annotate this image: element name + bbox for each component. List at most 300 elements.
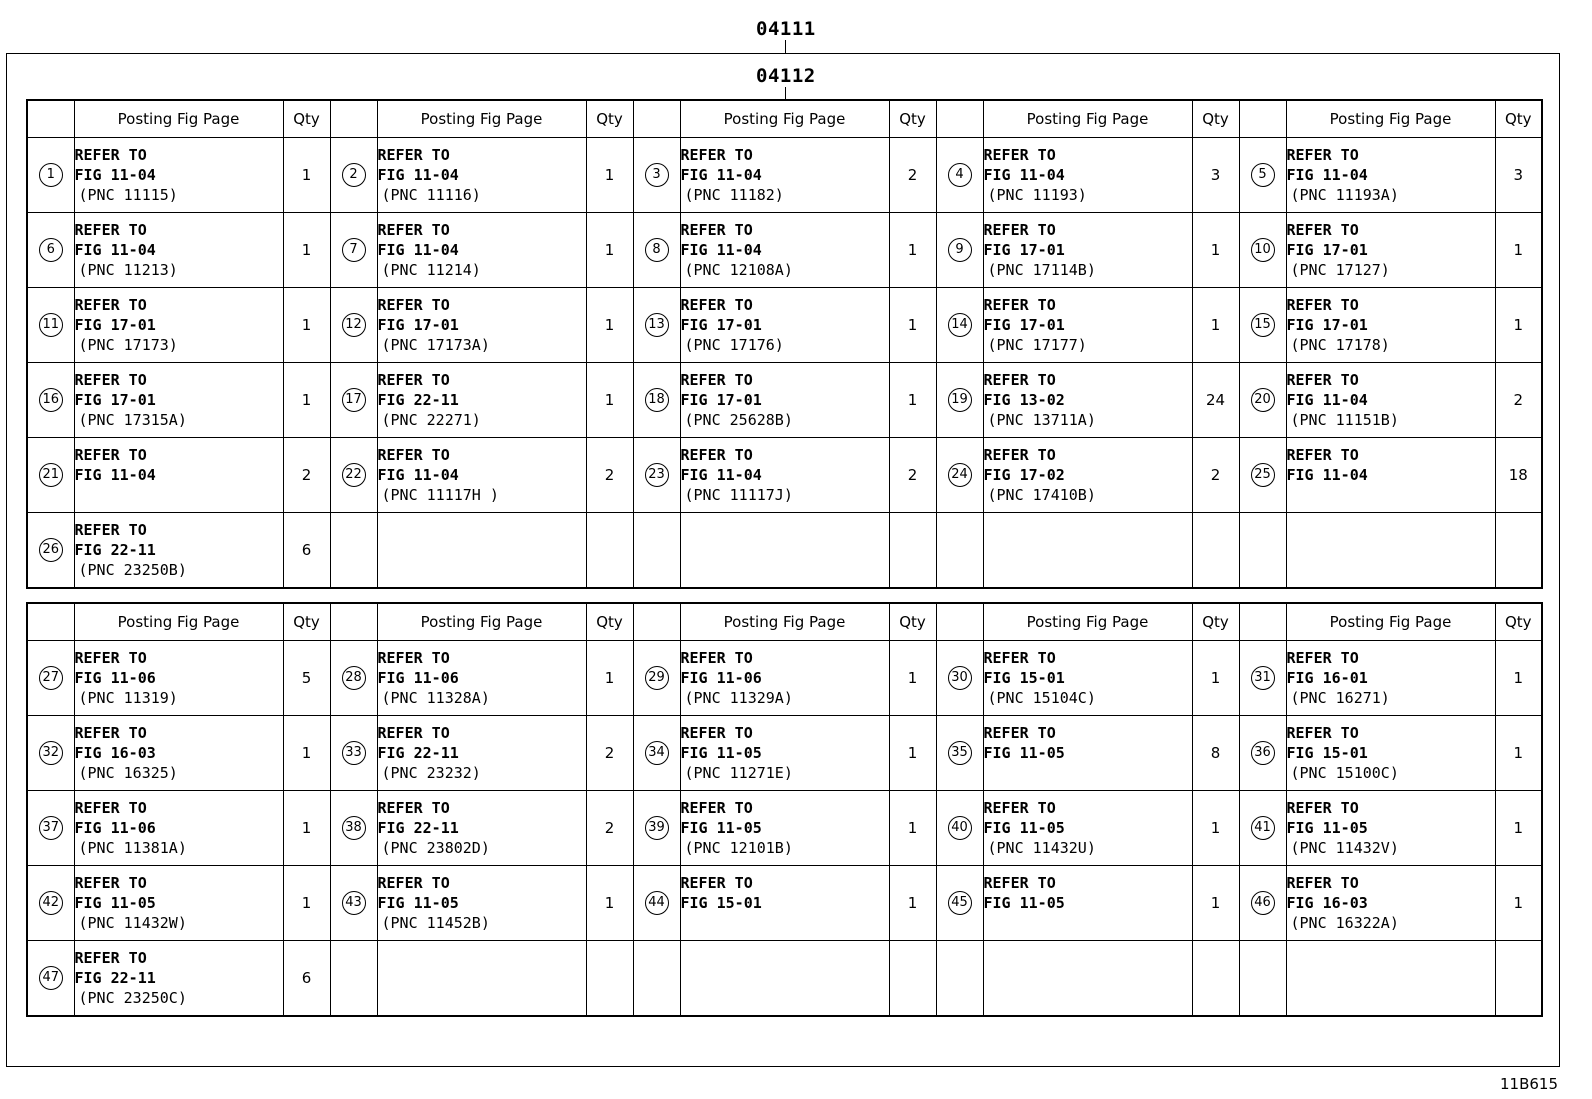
table-row	[27, 791, 1542, 866]
reference-cell	[1286, 363, 1495, 438]
item-number-badge: 3	[645, 163, 669, 187]
header-desc: Posting Fig Page	[983, 100, 1192, 138]
qty-cell: 18	[1495, 438, 1542, 513]
item-number-cell	[27, 866, 74, 941]
reference-cell	[377, 438, 586, 513]
table-row	[27, 138, 1542, 213]
refer-text: REFER TO	[1286, 799, 1359, 817]
fig-page: FIG 17-02	[983, 466, 1065, 484]
header-num-cell	[1239, 603, 1286, 641]
header-qty: Qty	[283, 100, 330, 138]
reference-cell	[983, 513, 1192, 589]
qty-cell	[1192, 513, 1239, 589]
item-number-cell	[330, 513, 377, 589]
item-number-cell	[936, 513, 983, 589]
reference-cell	[983, 363, 1192, 438]
pnc-code: (PNC 15104C)	[987, 689, 1096, 707]
pnc-code: (PNC 23802D)	[381, 839, 490, 857]
refer-text: REFER TO	[983, 371, 1056, 389]
header-qty: Qty	[1192, 603, 1239, 641]
qty-cell: 1	[889, 716, 936, 791]
item-number-cell	[936, 288, 983, 363]
pnc-code: (PNC 11116)	[381, 186, 481, 204]
fig-page: FIG 17-01	[74, 316, 156, 334]
item-number-badge: 5	[1251, 163, 1275, 187]
item-number-badge: 2	[342, 163, 366, 187]
fig-page: FIG 11-04	[680, 241, 762, 259]
qty-cell: 1	[889, 288, 936, 363]
refer-text: REFER TO	[377, 649, 450, 667]
qty-cell: 2	[586, 791, 633, 866]
table-row	[27, 288, 1542, 363]
qty-cell: 1	[889, 363, 936, 438]
pnc-code: (PNC 11115)	[78, 186, 178, 204]
item-number-badge: 12	[342, 313, 366, 337]
refer-text: REFER TO	[983, 296, 1056, 314]
header-qty: Qty	[1192, 100, 1239, 138]
refer-text: REFER TO	[74, 221, 147, 239]
item-number-badge: 16	[39, 388, 63, 412]
reference-cell	[983, 138, 1192, 213]
refer-text: REFER TO	[983, 146, 1056, 164]
refer-text	[681, 948, 889, 968]
refer-text	[984, 948, 1192, 968]
header-num-cell	[936, 603, 983, 641]
item-number-badge: 22	[342, 463, 366, 487]
pnc-code: (PNC 11329A)	[684, 689, 793, 707]
item-number-cell	[633, 213, 680, 288]
item-number-badge: 39	[645, 816, 669, 840]
qty-cell: 8	[1192, 716, 1239, 791]
fig-page: FIG 22-11	[377, 819, 459, 837]
header-qty: Qty	[283, 603, 330, 641]
header-desc: Posting Fig Page	[74, 603, 283, 641]
item-number-cell	[27, 138, 74, 213]
inner-assembly-label: 04112	[756, 65, 816, 87]
fig-page: FIG 11-05	[1286, 819, 1368, 837]
fig-page	[378, 540, 586, 560]
qty-cell: 2	[283, 438, 330, 513]
fig-page	[984, 968, 1192, 988]
reference-cell	[680, 866, 889, 941]
fig-page: FIG 11-06	[74, 819, 156, 837]
refer-text: REFER TO	[74, 949, 147, 967]
pnc-code: (PNC 11452B)	[381, 914, 490, 932]
item-number-badge: 29	[645, 666, 669, 690]
refer-text: REFER TO	[983, 649, 1056, 667]
header-qty: Qty	[1495, 603, 1542, 641]
item-number-cell	[330, 941, 377, 1017]
pnc-code: (PNC 11213)	[78, 261, 178, 279]
fig-page: FIG 17-01	[983, 316, 1065, 334]
refer-text: REFER TO	[74, 649, 147, 667]
pnc-code: (PNC 12101B)	[684, 839, 793, 857]
fig-page: FIG 22-11	[74, 969, 156, 987]
qty-cell: 1	[1192, 641, 1239, 716]
fig-page: FIG 17-01	[1286, 241, 1368, 259]
parts-table-2	[26, 602, 1543, 1017]
refer-text: REFER TO	[680, 221, 753, 239]
reference-cell	[74, 641, 283, 716]
qty-cell	[1192, 941, 1239, 1017]
parts-table-1	[26, 99, 1543, 589]
pnc-code	[984, 763, 1192, 783]
refer-text: REFER TO	[74, 446, 147, 464]
item-number-cell	[633, 363, 680, 438]
pnc-code: (PNC 11271E)	[684, 764, 793, 782]
pnc-code: (PNC 11117J)	[684, 486, 793, 504]
item-number-cell	[936, 791, 983, 866]
reference-cell	[1286, 513, 1495, 589]
qty-cell: 1	[1495, 288, 1542, 363]
fig-page	[1287, 540, 1495, 560]
item-number-cell	[936, 138, 983, 213]
qty-cell: 1	[1495, 866, 1542, 941]
item-number-badge: 21	[39, 463, 63, 487]
item-number-badge: 31	[1251, 666, 1275, 690]
item-number-badge: 17	[342, 388, 366, 412]
item-number-cell	[633, 866, 680, 941]
reference-cell	[680, 213, 889, 288]
refer-text: REFER TO	[1286, 446, 1359, 464]
fig-page: FIG 11-04	[377, 166, 459, 184]
refer-text: REFER TO	[74, 799, 147, 817]
pnc-code: (PNC 11432W)	[78, 914, 187, 932]
qty-cell: 1	[283, 213, 330, 288]
item-number-badge: 36	[1251, 741, 1275, 765]
reference-cell	[377, 641, 586, 716]
reference-cell	[377, 791, 586, 866]
item-number-cell	[936, 866, 983, 941]
pnc-code: (PNC 22271)	[381, 411, 481, 429]
reference-cell	[680, 288, 889, 363]
header-row	[27, 603, 1542, 641]
qty-cell: 2	[889, 438, 936, 513]
pnc-code: (PNC 17177)	[987, 336, 1087, 354]
item-number-badge: 41	[1251, 816, 1275, 840]
item-number-badge: 19	[948, 388, 972, 412]
qty-cell: 3	[1192, 138, 1239, 213]
item-number-cell	[633, 513, 680, 589]
fig-page: FIG 16-03	[1286, 894, 1368, 912]
qty-cell: 1	[586, 866, 633, 941]
pnc-code: (PNC 11151B)	[1290, 411, 1399, 429]
reference-cell	[983, 438, 1192, 513]
header-num-cell	[27, 603, 74, 641]
header-num-cell	[633, 603, 680, 641]
pnc-code: (PNC 23250B)	[78, 561, 187, 579]
pnc-code: (PNC 17410B)	[987, 486, 1096, 504]
item-number-cell	[1239, 438, 1286, 513]
fig-page: FIG 17-01	[1286, 316, 1368, 334]
item-number-cell	[27, 641, 74, 716]
fig-page: FIG 11-04	[680, 466, 762, 484]
pnc-code	[1287, 485, 1495, 505]
item-number-cell	[1239, 716, 1286, 791]
fig-page: FIG 17-01	[983, 241, 1065, 259]
refer-text: REFER TO	[1286, 146, 1359, 164]
item-number-cell	[936, 363, 983, 438]
qty-cell	[889, 941, 936, 1017]
fig-page: FIG 11-06	[74, 669, 156, 687]
reference-cell	[377, 866, 586, 941]
qty-cell: 1	[889, 866, 936, 941]
fig-page: FIG 11-05	[74, 894, 156, 912]
qty-cell: 6	[283, 941, 330, 1017]
qty-cell: 2	[1192, 438, 1239, 513]
item-number-cell	[1239, 213, 1286, 288]
fig-page: FIG 17-01	[377, 316, 459, 334]
item-number-cell	[330, 363, 377, 438]
qty-cell	[586, 513, 633, 589]
item-number-badge: 44	[645, 891, 669, 915]
fig-page	[984, 540, 1192, 560]
item-number-cell	[330, 138, 377, 213]
outer-leader-line	[785, 40, 786, 53]
pnc-code: (PNC 12108A)	[684, 261, 793, 279]
refer-text: REFER TO	[680, 649, 753, 667]
item-number-cell	[936, 941, 983, 1017]
qty-cell: 1	[889, 641, 936, 716]
fig-page: FIG 22-11	[377, 744, 459, 762]
item-number-badge: 15	[1251, 313, 1275, 337]
item-number-badge: 28	[342, 666, 366, 690]
qty-cell: 1	[283, 716, 330, 791]
refer-text	[1287, 948, 1495, 968]
refer-text: REFER TO	[377, 724, 450, 742]
fig-page	[1287, 968, 1495, 988]
item-number-cell	[1239, 791, 1286, 866]
fig-page	[681, 540, 889, 560]
fig-page: FIG 17-01	[680, 391, 762, 409]
refer-text: REFER TO	[680, 799, 753, 817]
reference-cell	[377, 941, 586, 1017]
qty-cell: 1	[283, 138, 330, 213]
header-qty: Qty	[586, 100, 633, 138]
reference-cell	[680, 941, 889, 1017]
qty-cell: 1	[1495, 791, 1542, 866]
qty-cell: 1	[283, 363, 330, 438]
item-number-cell	[330, 438, 377, 513]
refer-text: REFER TO	[74, 724, 147, 742]
refer-text: REFER TO	[1286, 874, 1359, 892]
refer-text: REFER TO	[74, 371, 147, 389]
qty-cell: 1	[586, 138, 633, 213]
qty-cell: 1	[1495, 641, 1542, 716]
pnc-code: (PNC 23250C)	[78, 989, 187, 1007]
pnc-code	[75, 485, 283, 505]
pnc-code: (PNC 17176)	[684, 336, 784, 354]
refer-text: REFER TO	[1286, 371, 1359, 389]
pnc-code: (PNC 25628B)	[684, 411, 793, 429]
qty-cell: 1	[586, 288, 633, 363]
refer-text: REFER TO	[680, 296, 753, 314]
refer-text: REFER TO	[377, 799, 450, 817]
item-number-badge: 47	[39, 966, 63, 990]
reference-cell	[74, 288, 283, 363]
header-desc: Posting Fig Page	[680, 100, 889, 138]
reference-cell	[377, 716, 586, 791]
refer-text	[378, 948, 586, 968]
table-row	[27, 716, 1542, 791]
pnc-code: (PNC 15100C)	[1290, 764, 1399, 782]
item-number-cell	[330, 791, 377, 866]
header-desc: Posting Fig Page	[983, 603, 1192, 641]
item-number-cell	[633, 138, 680, 213]
item-number-badge: 18	[645, 388, 669, 412]
refer-text: REFER TO	[74, 521, 147, 539]
pnc-code	[984, 560, 1192, 580]
reference-cell	[983, 213, 1192, 288]
qty-cell: 5	[283, 641, 330, 716]
reference-cell	[983, 716, 1192, 791]
refer-text	[1287, 520, 1495, 540]
item-number-cell	[633, 716, 680, 791]
pnc-code	[1287, 988, 1495, 1008]
qty-cell: 3	[1495, 138, 1542, 213]
pnc-code: (PNC 16322A)	[1290, 914, 1399, 932]
item-number-badge: 26	[39, 538, 63, 562]
item-number-cell	[1239, 363, 1286, 438]
fig-page: FIG 11-04	[680, 166, 762, 184]
qty-cell: 1	[1192, 866, 1239, 941]
qty-cell: 1	[1495, 213, 1542, 288]
refer-text: REFER TO	[983, 724, 1056, 742]
fig-page: FIG 11-04	[74, 241, 156, 259]
reference-cell	[1286, 641, 1495, 716]
item-number-cell	[330, 288, 377, 363]
table-row	[27, 213, 1542, 288]
reference-cell	[377, 288, 586, 363]
reference-cell	[1286, 138, 1495, 213]
item-number-cell	[27, 363, 74, 438]
pnc-code: (PNC 17114B)	[987, 261, 1096, 279]
refer-text: REFER TO	[74, 296, 147, 314]
pnc-code	[378, 560, 586, 580]
pnc-code: (PNC 16325)	[78, 764, 178, 782]
header-desc: Posting Fig Page	[680, 603, 889, 641]
fig-page: FIG 17-01	[74, 391, 156, 409]
pnc-code: (PNC 11193)	[987, 186, 1087, 204]
item-number-cell	[27, 716, 74, 791]
item-number-badge: 46	[1251, 891, 1275, 915]
item-number-cell	[27, 791, 74, 866]
qty-cell: 1	[1192, 288, 1239, 363]
refer-text: REFER TO	[377, 221, 450, 239]
item-number-badge: 30	[948, 666, 972, 690]
reference-cell	[680, 438, 889, 513]
reference-cell	[680, 716, 889, 791]
qty-cell: 1	[283, 791, 330, 866]
reference-cell	[74, 138, 283, 213]
qty-cell: 1	[1192, 791, 1239, 866]
reference-cell	[1286, 866, 1495, 941]
item-number-cell	[27, 941, 74, 1017]
refer-text: REFER TO	[680, 446, 753, 464]
reference-cell	[1286, 941, 1495, 1017]
pnc-code: (PNC 17173A)	[381, 336, 490, 354]
item-number-cell	[633, 941, 680, 1017]
qty-cell: 2	[889, 138, 936, 213]
fig-page: FIG 11-05	[377, 894, 459, 912]
item-number-badge: 27	[39, 666, 63, 690]
item-number-cell	[633, 641, 680, 716]
reference-cell	[983, 791, 1192, 866]
reference-cell	[377, 138, 586, 213]
reference-cell	[983, 866, 1192, 941]
fig-page: FIG 13-02	[983, 391, 1065, 409]
fig-page: FIG 11-04	[74, 166, 156, 184]
item-number-cell	[1239, 513, 1286, 589]
reference-cell	[377, 213, 586, 288]
reference-cell	[680, 363, 889, 438]
item-number-badge: 8	[645, 238, 669, 262]
item-number-badge: 6	[39, 238, 63, 262]
header-desc: Posting Fig Page	[1286, 603, 1495, 641]
reference-cell	[680, 791, 889, 866]
pnc-code: (PNC 11193A)	[1290, 186, 1399, 204]
pnc-code: (PNC 17173)	[78, 336, 178, 354]
reference-cell	[1286, 791, 1495, 866]
qty-cell: 1	[586, 363, 633, 438]
refer-text: REFER TO	[74, 146, 147, 164]
item-number-badge: 14	[948, 313, 972, 337]
item-number-badge: 35	[948, 741, 972, 765]
fig-page: FIG 11-04	[377, 241, 459, 259]
header-qty: Qty	[889, 603, 936, 641]
table-row	[27, 438, 1542, 513]
item-number-badge: 9	[948, 238, 972, 262]
reference-cell	[1286, 288, 1495, 363]
item-number-badge: 23	[645, 463, 669, 487]
qty-cell	[1495, 941, 1542, 1017]
item-number-cell	[27, 513, 74, 589]
refer-text	[681, 520, 889, 540]
refer-text: REFER TO	[377, 146, 450, 164]
item-number-cell	[936, 213, 983, 288]
fig-page: FIG 17-01	[680, 316, 762, 334]
pnc-code: (PNC 11328A)	[381, 689, 490, 707]
reference-cell	[983, 641, 1192, 716]
pnc-code: (PNC 11432U)	[987, 839, 1096, 857]
refer-text: REFER TO	[983, 446, 1056, 464]
item-number-badge: 34	[645, 741, 669, 765]
fig-page: FIG 11-04	[1286, 166, 1368, 184]
item-number-badge: 45	[948, 891, 972, 915]
refer-text: REFER TO	[377, 371, 450, 389]
refer-text: REFER TO	[680, 146, 753, 164]
fig-page: FIG 11-06	[377, 669, 459, 687]
fig-page: FIG 11-04	[1286, 391, 1368, 409]
item-number-badge: 13	[645, 313, 669, 337]
refer-text: REFER TO	[1286, 296, 1359, 314]
pnc-code	[681, 988, 889, 1008]
item-number-badge: 11	[39, 313, 63, 337]
fig-page: FIG 16-03	[74, 744, 156, 762]
reference-cell	[1286, 438, 1495, 513]
item-number-badge: 37	[39, 816, 63, 840]
item-number-badge: 1	[39, 163, 63, 187]
qty-cell	[889, 513, 936, 589]
item-number-badge: 25	[1251, 463, 1275, 487]
header-num-cell	[633, 100, 680, 138]
refer-text	[984, 520, 1192, 540]
qty-cell: 1	[283, 288, 330, 363]
outer-assembly-label: 04111	[756, 18, 816, 40]
reference-cell	[74, 363, 283, 438]
item-number-cell	[936, 716, 983, 791]
reference-cell	[74, 716, 283, 791]
